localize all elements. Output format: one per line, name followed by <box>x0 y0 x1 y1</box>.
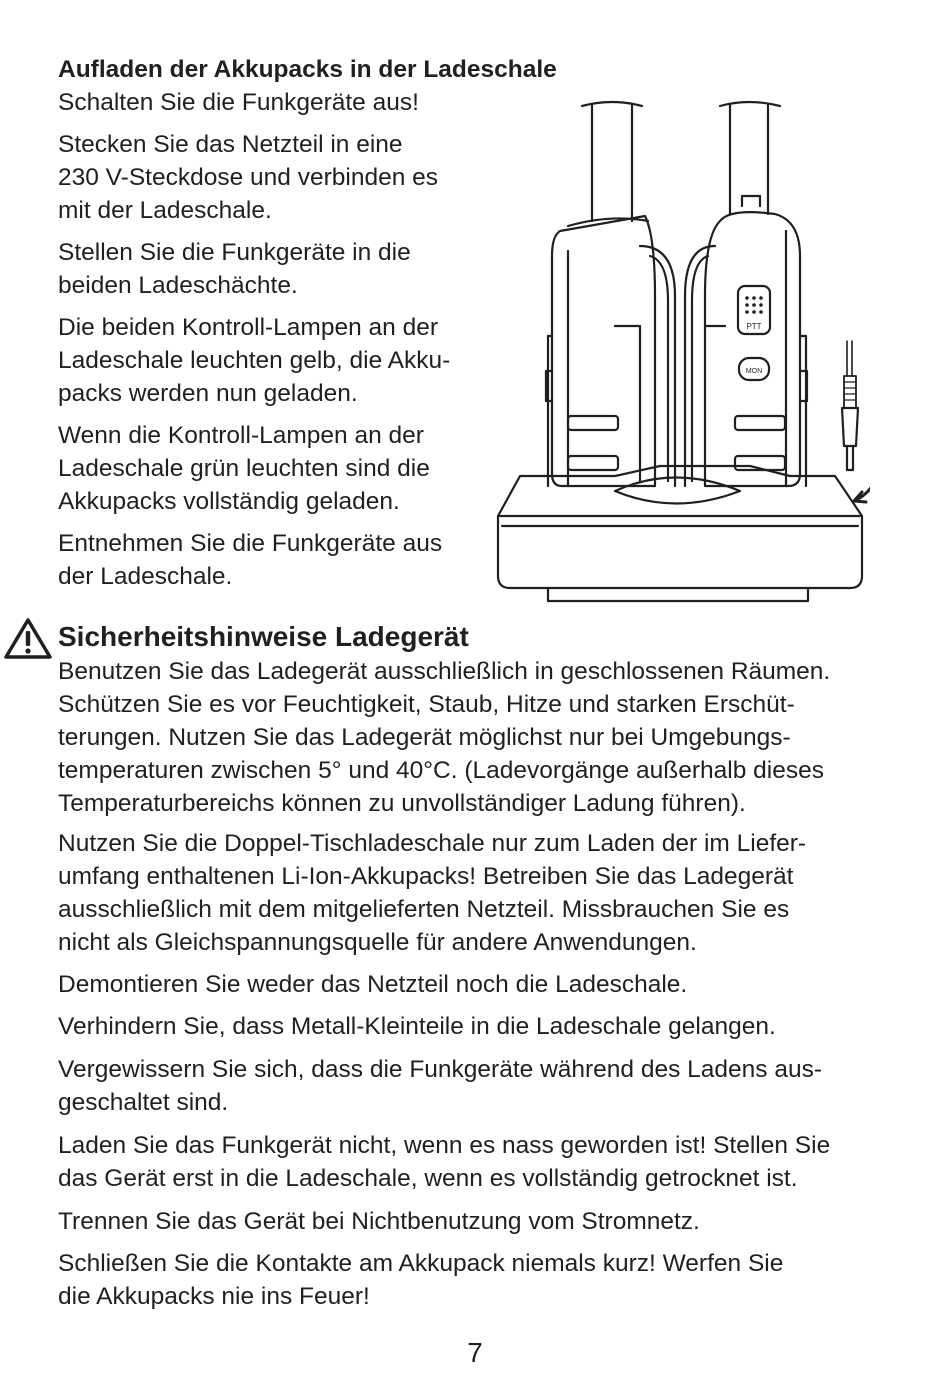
paragraph-wet-device <box>58 1129 908 1195</box>
section-heading-safety: Sicherheitshinweise Ladegerät <box>58 621 469 652</box>
paragraph-remove-radios <box>58 527 498 593</box>
text-line: Wenn die Kontroll-Lampen an der <box>58 422 424 449</box>
text-line: terungen. Nutzen Sie das Ladegerät möglichst nur bei Umgebungs- <box>58 724 791 751</box>
text-line: Stellen Sie die Funkgeräte in die <box>58 239 411 266</box>
text-line: Schalten Sie die Funkgeräte aus! <box>58 89 419 116</box>
section-heading-charging: Aufladen der Akkupacks in der Ladeschale <box>58 56 557 83</box>
paragraph-lamps-yellow <box>58 311 498 410</box>
page-number: 7 <box>467 1337 483 1368</box>
text-line: mit der Ladeschale. <box>58 197 272 224</box>
text-line: Laden Sie das Funkgerät nicht, wenn es nass geworden ist! Stellen Sie <box>58 1132 831 1159</box>
paragraph-disconnect <box>58 1205 908 1238</box>
text-line: Nutzen Sie die Doppel-Tischladeschale nur zum Laden der im Liefer- <box>58 830 807 857</box>
text-line: Schließen Sie die Kontakte am Akkupack niemals kurz! Werfen Sie <box>58 1250 784 1277</box>
text-line: Akkupacks vollständig geladen. <box>58 488 400 515</box>
text-line: der Ladeschale. <box>58 563 233 590</box>
text-line: die Akkupacks nie ins Feuer! <box>58 1283 370 1310</box>
text-line: umfang enthaltenen Li-Ion-Akkupacks! Betreiben Sie das Ladegerät <box>58 863 794 890</box>
text-line: Stecken Sie das Netzteil in eine <box>58 131 403 158</box>
paragraph-usage-supplied-batteries <box>58 827 908 959</box>
paragraph-usage-indoors <box>58 655 908 820</box>
text-line: Ladeschale grün leuchten sind die <box>58 455 430 482</box>
text-line: Benutzen Sie das Ladegerät ausschließlich in geschlossenen Räumen. <box>58 658 831 685</box>
text-line: ausschließlich mit dem mitgelieferten Netzteil. Missbrauchen Sie es <box>58 896 790 923</box>
paragraph-no-metal-parts <box>58 1010 908 1043</box>
text-line: Trennen Sie das Gerät bei Nichtbenutzung vom Stromnetz. <box>58 1208 700 1235</box>
paragraph-plug-in <box>58 128 498 227</box>
text-line: Temperaturbereichs können zu unvollständiger Ladung führen). <box>58 790 746 817</box>
charger-illustration <box>490 96 870 606</box>
text-line: Vergewissern Sie sich, dass die Funkgeräte während des Ladens aus- <box>58 1056 823 1083</box>
text-line: Die beiden Kontroll-Lampen an der <box>58 314 438 341</box>
text-line: Verhindern Sie, dass Metall-Kleinteile in die Ladeschale gelangen. <box>58 1013 776 1040</box>
mon-label: MON <box>745 368 763 375</box>
text-line: packs werden nun geladen. <box>58 380 358 407</box>
text-line: geschaltet sind. <box>58 1089 229 1116</box>
text-line: das Gerät erst in die Ladeschale, wenn es vollständig getrocknet ist. <box>58 1165 798 1192</box>
paragraph-switch-off <box>58 86 498 119</box>
text-line: temperaturen zwischen 5° und 40°C. (Ladevorgänge außerhalb dieses <box>58 757 824 784</box>
ptt-label: PTT <box>746 322 762 331</box>
text-line: Entnehmen Sie die Funkgeräte aus <box>58 530 443 557</box>
text-line: Schützen Sie es vor Feuchtigkeit, Staub, Hitze und starken Erschüt- <box>58 691 795 718</box>
warning-triangle-icon <box>3 617 53 661</box>
text-line: Ladeschale leuchten gelb, die Akku- <box>58 347 451 374</box>
paragraph-short-circuit <box>58 1247 908 1313</box>
text-line: beiden Ladeschächte. <box>58 272 298 299</box>
paragraph-lamps-green <box>58 419 498 518</box>
paragraph-no-disassembly <box>58 968 908 1001</box>
text-line: nicht als Gleichspannungsquelle für andere Anwendungen. <box>58 929 697 956</box>
text-line: Demontieren Sie weder das Netzteil noch die Ladeschale. <box>58 971 688 998</box>
paragraph-switched-off <box>58 1053 908 1119</box>
paragraph-insert-radios <box>58 236 498 302</box>
text-line: 230 V-Steckdose und verbinden es <box>58 164 439 191</box>
